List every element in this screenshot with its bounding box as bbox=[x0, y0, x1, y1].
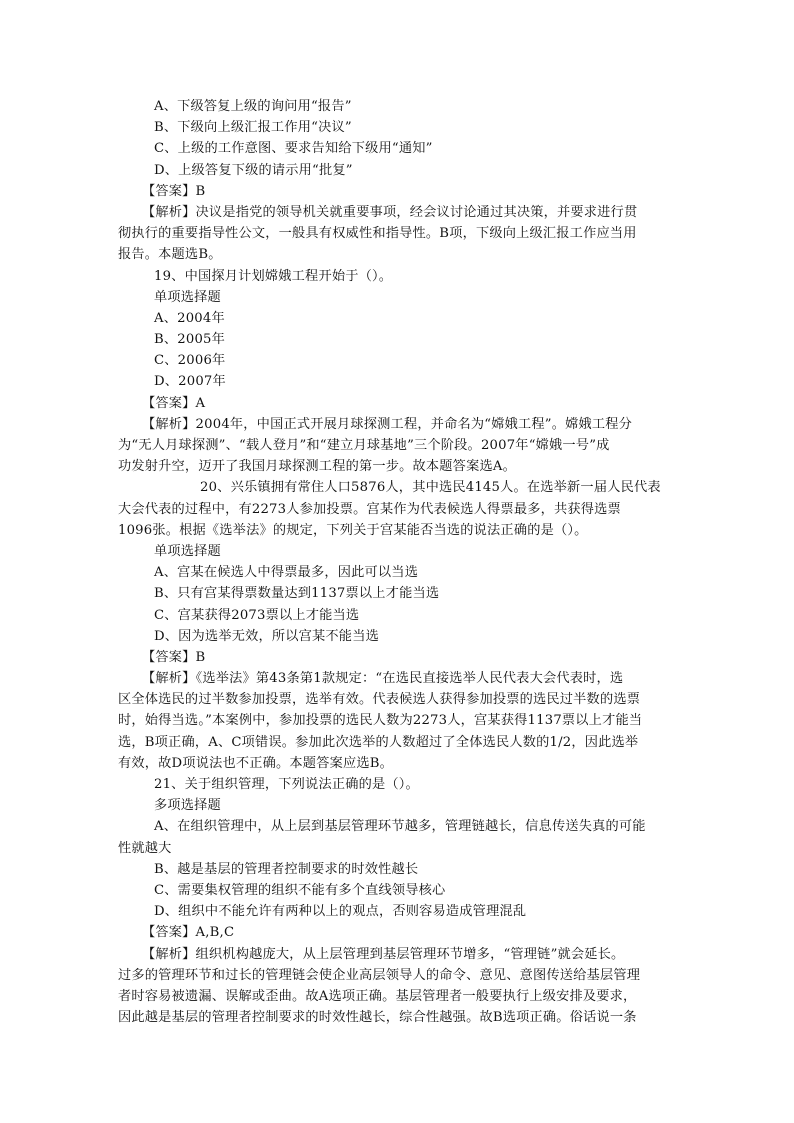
q20-stem-line: 20、兴乐镇拥有常住人口5876人，其中选民4145人。在选举新一届人民代表 bbox=[200, 480, 661, 496]
q19-type: 单项选择题 bbox=[154, 289, 221, 305]
q19-stem: 19、中国探月计划嫦娥工程开始于（）。 bbox=[154, 268, 393, 284]
q20-option-d: D、因为选举无效，所以宫某不能当选 bbox=[154, 628, 379, 644]
q18-analysis-line: 报告。本题选B。 bbox=[118, 247, 222, 263]
q19-analysis-line: 为“无人月球探测”、“载人登月”和“建立月球基地”三个阶段。2007年“嫦娥一号”成 bbox=[118, 438, 610, 453]
q20-analysis-line: 区全体选民的过半数参加投票，选举有效。代表候选人获得参加投票的选民过半数的选票 bbox=[118, 692, 641, 708]
q20-type: 单项选择题 bbox=[154, 543, 221, 559]
q21-option-d: D、组织中不能允许有两种以上的观点，否则容易造成管理混乱 bbox=[154, 904, 527, 920]
q18-option-a: A、下级答复上级的询问用“报告” bbox=[154, 99, 352, 114]
q21-option-a-line: 性就越大 bbox=[118, 840, 172, 856]
q20-option-c: C、宫某获得2073票以上才能当选 bbox=[154, 607, 360, 623]
q18-option-d: D、上级答复下级的请示用“批复” bbox=[154, 162, 353, 178]
q20-option-a: A、宫某在候选人中得票最多，因此可以当选 bbox=[154, 565, 419, 581]
q20-analysis-line: 时，始得当选。”本案例中，参加投票的选民人数为2273人，宫某获得1137票以上才能当 bbox=[118, 713, 643, 729]
q19-option-a: A、2004年 bbox=[154, 310, 225, 326]
q20-option-b: B、只有宫某得票数量达到1137票以上才能当选 bbox=[154, 586, 440, 602]
q18-analysis-line: 【解析】决议是指党的领导机关就重要事项，经会议讨论通过其决策，并要求进行贯 bbox=[142, 204, 638, 220]
q21-stem: 21、关于组织管理，下列说法正确的是（）。 bbox=[154, 777, 419, 792]
q21-option-a-line: A、在组织管理中，从上层到基层管理环节越多，管理链越长，信息传送失真的可能 bbox=[154, 819, 646, 835]
q20-answer: 【答案】B bbox=[142, 649, 206, 665]
q21-option-b: B、越是基层的管理者控制要求的时效性越长 bbox=[154, 861, 419, 877]
document-content bbox=[118, 96, 678, 1028]
q19-option-d: D、2007年 bbox=[154, 374, 226, 390]
q19-answer: 【答案】A bbox=[142, 395, 206, 411]
q20-analysis-line: 有效，故D项说法也不正确。本题答案应选B。 bbox=[118, 755, 394, 771]
q18-answer: 【答案】B bbox=[142, 183, 206, 199]
q21-answer: 【答案】A,B,C bbox=[142, 925, 235, 941]
q21-analysis-line: 过多的管理环节和过长的管理链会使企业高层领导人的命令、意见、意图传送给基层管理 bbox=[118, 967, 641, 983]
q18-option-c: C、上级的工作意图、要求告知给下级用“通知” bbox=[154, 141, 433, 157]
q20-analysis-line: 【解析】《选举法》第43条第1款规定：“在选民直接选举人民代表大会代表时，选 bbox=[142, 671, 624, 687]
q19-option-b: B、2005年 bbox=[154, 332, 226, 348]
q18-option-b: B、下级向上级汇报工作用“决议” bbox=[154, 120, 352, 136]
q19-option-c: C、2006年 bbox=[154, 353, 226, 369]
q21-analysis-line: 因此越是基层的管理者控制要求的时效性越长，综合性越强。故B选项正确。俗话说一条 bbox=[118, 1010, 637, 1026]
q21-option-c: C、需要集权管理的组织不能有多个直线领导核心 bbox=[154, 882, 446, 898]
q21-analysis-line: 者时容易被遗漏、误解或歪曲。故A选项正确。基层管理者一般要执行上级安排及要求， bbox=[118, 988, 637, 1004]
q20-analysis-line: 选，B项正确，A、C项错误。参加此次选举的人数超过了全体选民人数的1/2，因此选举 bbox=[118, 734, 639, 750]
q21-type: 多项选择题 bbox=[154, 798, 221, 814]
q20-stem-line: 1096张。根据《选举法》的规定，下列关于宫某能否当选的说法正确的是（）。 bbox=[118, 522, 588, 538]
q19-analysis-line: 功发射升空，迈开了我国月球探测工程的第一步。故本题答案选A。 bbox=[118, 459, 516, 475]
q19-analysis-line: 【解析】2004年，中国正式开展月球探测工程，并命名为“嫦娥工程”。嫦娥工程分 bbox=[142, 416, 633, 432]
q18-analysis-line: 彻执行的重要指导性公文，一般具有权威性和指导性。B项，下级向上级汇报工作应当用 bbox=[118, 226, 637, 242]
q21-analysis-line: 【解析】组织机构越庞大，从上层管理到基层管理环节增多，“管理链”就会延长。 bbox=[142, 946, 625, 962]
q20-stem-line: 大会代表的过程中，有2273人参加投票。宫某作为代表候选人得票最多，共获得选票 bbox=[118, 501, 621, 517]
